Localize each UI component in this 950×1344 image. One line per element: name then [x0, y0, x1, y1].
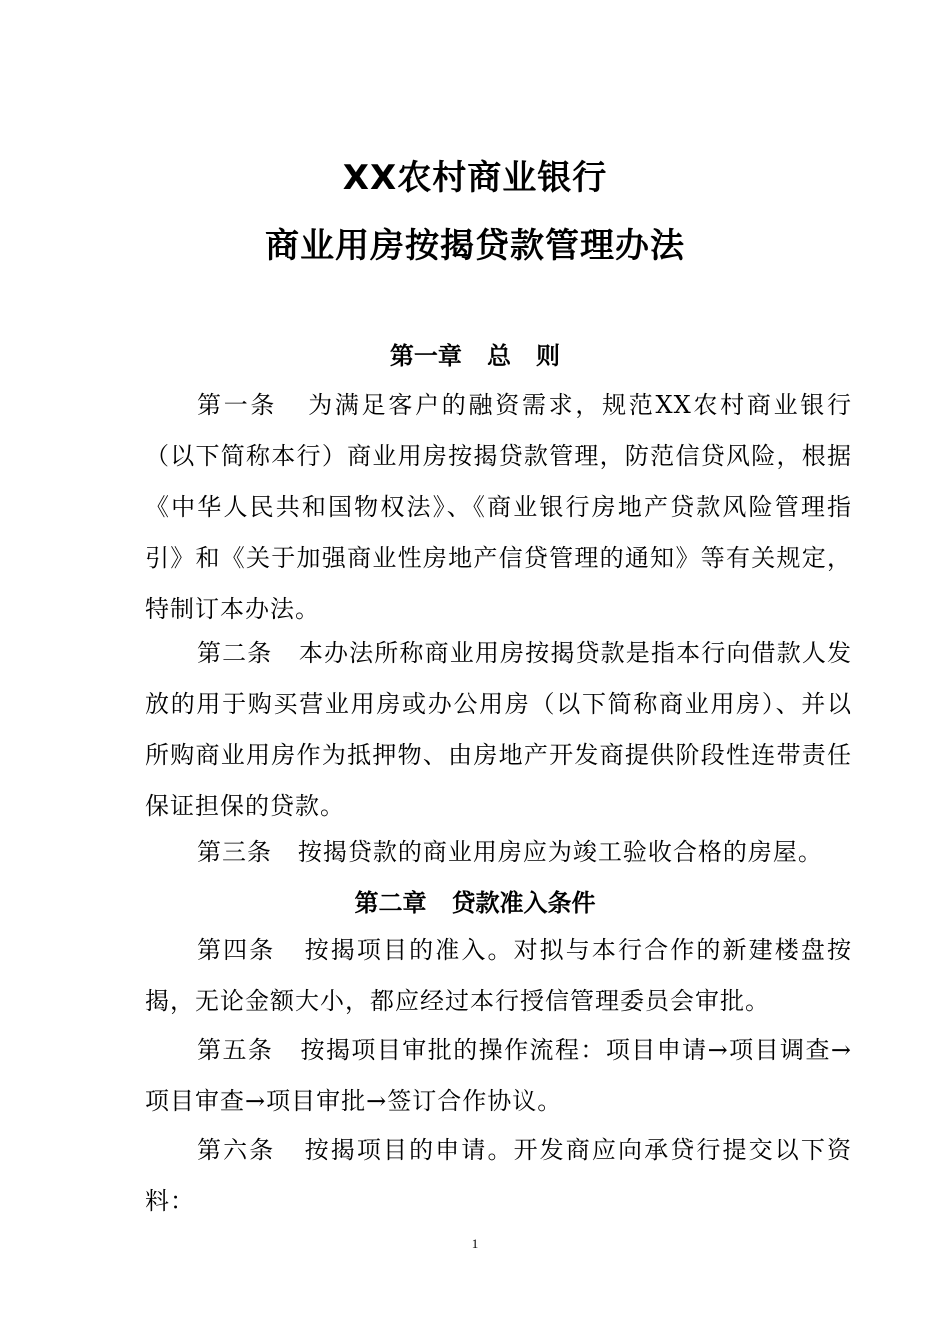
article-number: 第二条 [197, 639, 273, 667]
article-text: 为满足客户的融资需求，规范XX农村商业银行（以下简称本行）商业用房按揭贷款管理，防范信贷风险，根据《中华人民共和国物权法》、《商业银行房地产贷款风险管理指引》和《关于加强商业性房地产信贷管理的通知》等有关规定，特制订本办法。 [145, 391, 853, 623]
article-number: 第一条 [197, 391, 278, 419]
article-5 [145, 1025, 852, 1127]
document-title-line2: 商业用房按揭贷款管理办法 [265, 226, 685, 266]
article-2 [145, 628, 852, 832]
document-title-line1: XX农村商业银行 [342, 158, 608, 198]
article-text: 本办法所称商业用房按揭贷款是指本行向借款人发放的用于购买营业用房或办公用房（以下简称商业用房）、并以所购商业用房作为抵押物、由房地产开发商提供阶段性连带责任保证担保的贷款。 [145, 639, 853, 820]
article-3 [145, 827, 852, 878]
article-number: 第三条 [197, 838, 272, 866]
article-text: 按揭贷款的商业用房应为竣工验收合格的房屋。 [297, 838, 823, 866]
article-number: 第五条 [197, 1036, 274, 1064]
article-text: 按揭项目的准入。对拟与本行合作的新建楼盘按揭，无论金额大小，都应经过本行授信管理委员会审批。 [145, 936, 852, 1015]
article-number: 第四条 [197, 936, 276, 964]
chapter-heading-1: 第一章 总 则 [389, 342, 561, 370]
article-1 [145, 380, 852, 635]
chapter-heading-2: 第二章 贷款准入条件 [354, 889, 596, 917]
article-text: 按揭项目的申请。开发商应向承贷行提交以下资料： [145, 1136, 852, 1215]
article-number: 第六条 [197, 1136, 276, 1164]
page-number: 1 [471, 1236, 479, 1251]
article-text: 按揭项目审批的操作流程：项目申请→项目调查→项目审查→项目审批→签订合作协议。 [145, 1036, 853, 1115]
article-6 [145, 1125, 852, 1227]
article-4 [145, 925, 852, 1027]
